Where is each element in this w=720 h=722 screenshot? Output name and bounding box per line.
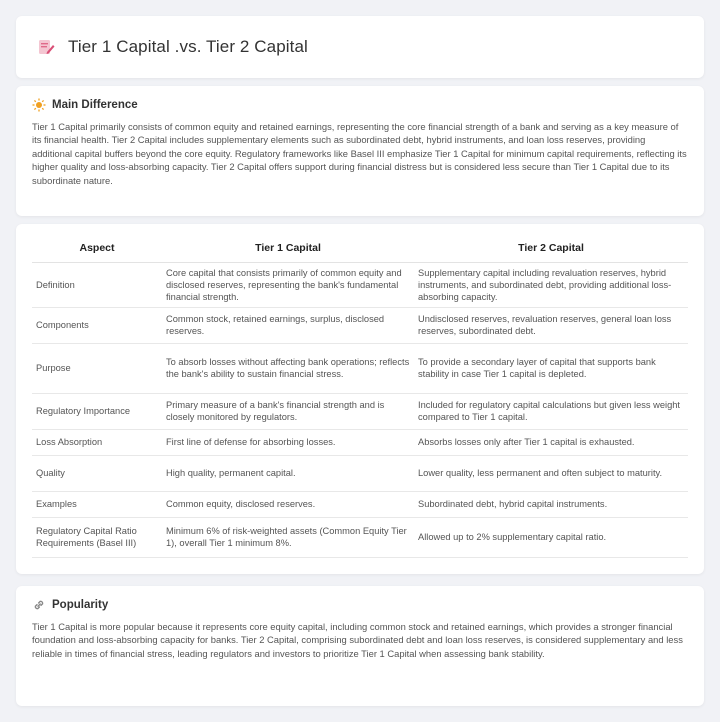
cell-aspect: Regulatory Importance	[32, 393, 162, 429]
main-difference-title: Main Difference	[52, 99, 138, 111]
table-row	[32, 491, 688, 517]
cell-tier2: Absorbs losses only after Tier 1 capital is exhausted.	[414, 429, 688, 455]
cell-aspect: Components	[32, 307, 162, 343]
header-tier1: Tier 1 Capital	[162, 234, 414, 262]
cell-tier1: Core capital that consists primarily of common equity and disclosed reserves, representing the bank's fundamental financial strength.	[162, 262, 414, 307]
main-difference-text: Tier 1 Capital primarily consists of common equity and retained earnings, representing the core financial strength of a bank and serving as a key measure of its financial health. Tier 2 Capital includes supplementary elements such as subordinated debt, hybrid instruments, and loan loss reserves, providing additional capital buffers beyond the core equity. Regulatory frameworks like Basel III emphasize Tier 1 Capital for minimum capital requirements, reflecting its higher quality and loss-absorbing capacity. Tier 2 Capital offers support during financial distress but is considered less secure than Tier 1 Capital due to its subordinate nature.	[32, 121, 687, 186]
cell-tier1: Common equity, disclosed reserves.	[162, 491, 414, 517]
cell-aspect: Regulatory Capital Ratio Requirements (Basel III)	[32, 517, 162, 557]
table-row	[32, 307, 688, 343]
table-row	[32, 517, 688, 557]
comparison-table	[32, 234, 688, 558]
main-difference-header	[32, 98, 688, 112]
cell-tier1: Primary measure of a bank's financial strength and is closely monitored by regulators.	[162, 393, 414, 429]
table-row	[32, 393, 688, 429]
cell-aspect: Quality	[32, 455, 162, 491]
table-row	[32, 262, 688, 307]
sun-icon	[32, 98, 46, 112]
cell-aspect: Loss Absorption	[32, 429, 162, 455]
document-edit-icon	[36, 37, 56, 57]
cell-tier2: Supplementary capital including revaluation reserves, hybrid instruments, and subordinated debt, providing additional loss-absorbing capacity.	[414, 262, 688, 307]
cell-aspect: Examples	[32, 491, 162, 517]
cell-tier1: First line of defense for absorbing losses.	[162, 429, 414, 455]
link-icon	[32, 598, 46, 612]
cell-tier2: Included for regulatory capital calculations but given less weight compared to Tier 1 capital.	[414, 393, 688, 429]
cell-aspect: Definition	[32, 262, 162, 307]
popularity-text: Tier 1 Capital is more popular because it represents core equity capital, including common stock and retained earnings, which provides a stronger financial foundation and loss-absorbing capacity for banks. Tier 2 Capital, comprising subordinated debt and loan loss reserves, is considered supplementary and less reliable in times of financial stress, leading regulators and investors to prioritize Tier 1 Capital when assessing bank stability.	[32, 621, 683, 659]
cell-tier2: To provide a secondary layer of capital that supports bank stability in case Tier 1 capital is depleted.	[414, 343, 688, 393]
header-aspect: Aspect	[32, 234, 162, 262]
cell-tier1: Common stock, retained earnings, surplus, disclosed reserves.	[162, 307, 414, 343]
cell-tier2: Undisclosed reserves, revaluation reserves, general loan loss reserves, subordinated debt.	[414, 307, 688, 343]
popularity-header	[32, 598, 688, 612]
comparison-card	[16, 224, 704, 574]
table-header-row	[32, 234, 688, 262]
title-card	[16, 16, 704, 78]
cell-tier2: Subordinated debt, hybrid capital instruments.	[414, 491, 688, 517]
table-row	[32, 455, 688, 491]
cell-tier1: Minimum 6% of risk-weighted assets (Common Equity Tier 1), overall Tier 1 minimum 8%.	[162, 517, 414, 557]
cell-aspect: Purpose	[32, 343, 162, 393]
table-row	[32, 343, 688, 393]
cell-tier1: To absorb losses without affecting bank operations; reflects the bank's ability to sustain financial stress.	[162, 343, 414, 393]
cell-tier2: Lower quality, less permanent and often subject to maturity.	[414, 455, 688, 491]
cell-tier2: Allowed up to 2% supplementary capital ratio.	[414, 517, 688, 557]
popularity-card	[16, 586, 704, 706]
main-difference-card	[16, 86, 704, 216]
popularity-title: Popularity	[52, 599, 109, 611]
cell-tier1: High quality, permanent capital.	[162, 455, 414, 491]
page-title: Tier 1 Capital .vs. Tier 2 Capital	[68, 37, 308, 56]
table-row	[32, 429, 688, 455]
header-tier2: Tier 2 Capital	[414, 234, 688, 262]
